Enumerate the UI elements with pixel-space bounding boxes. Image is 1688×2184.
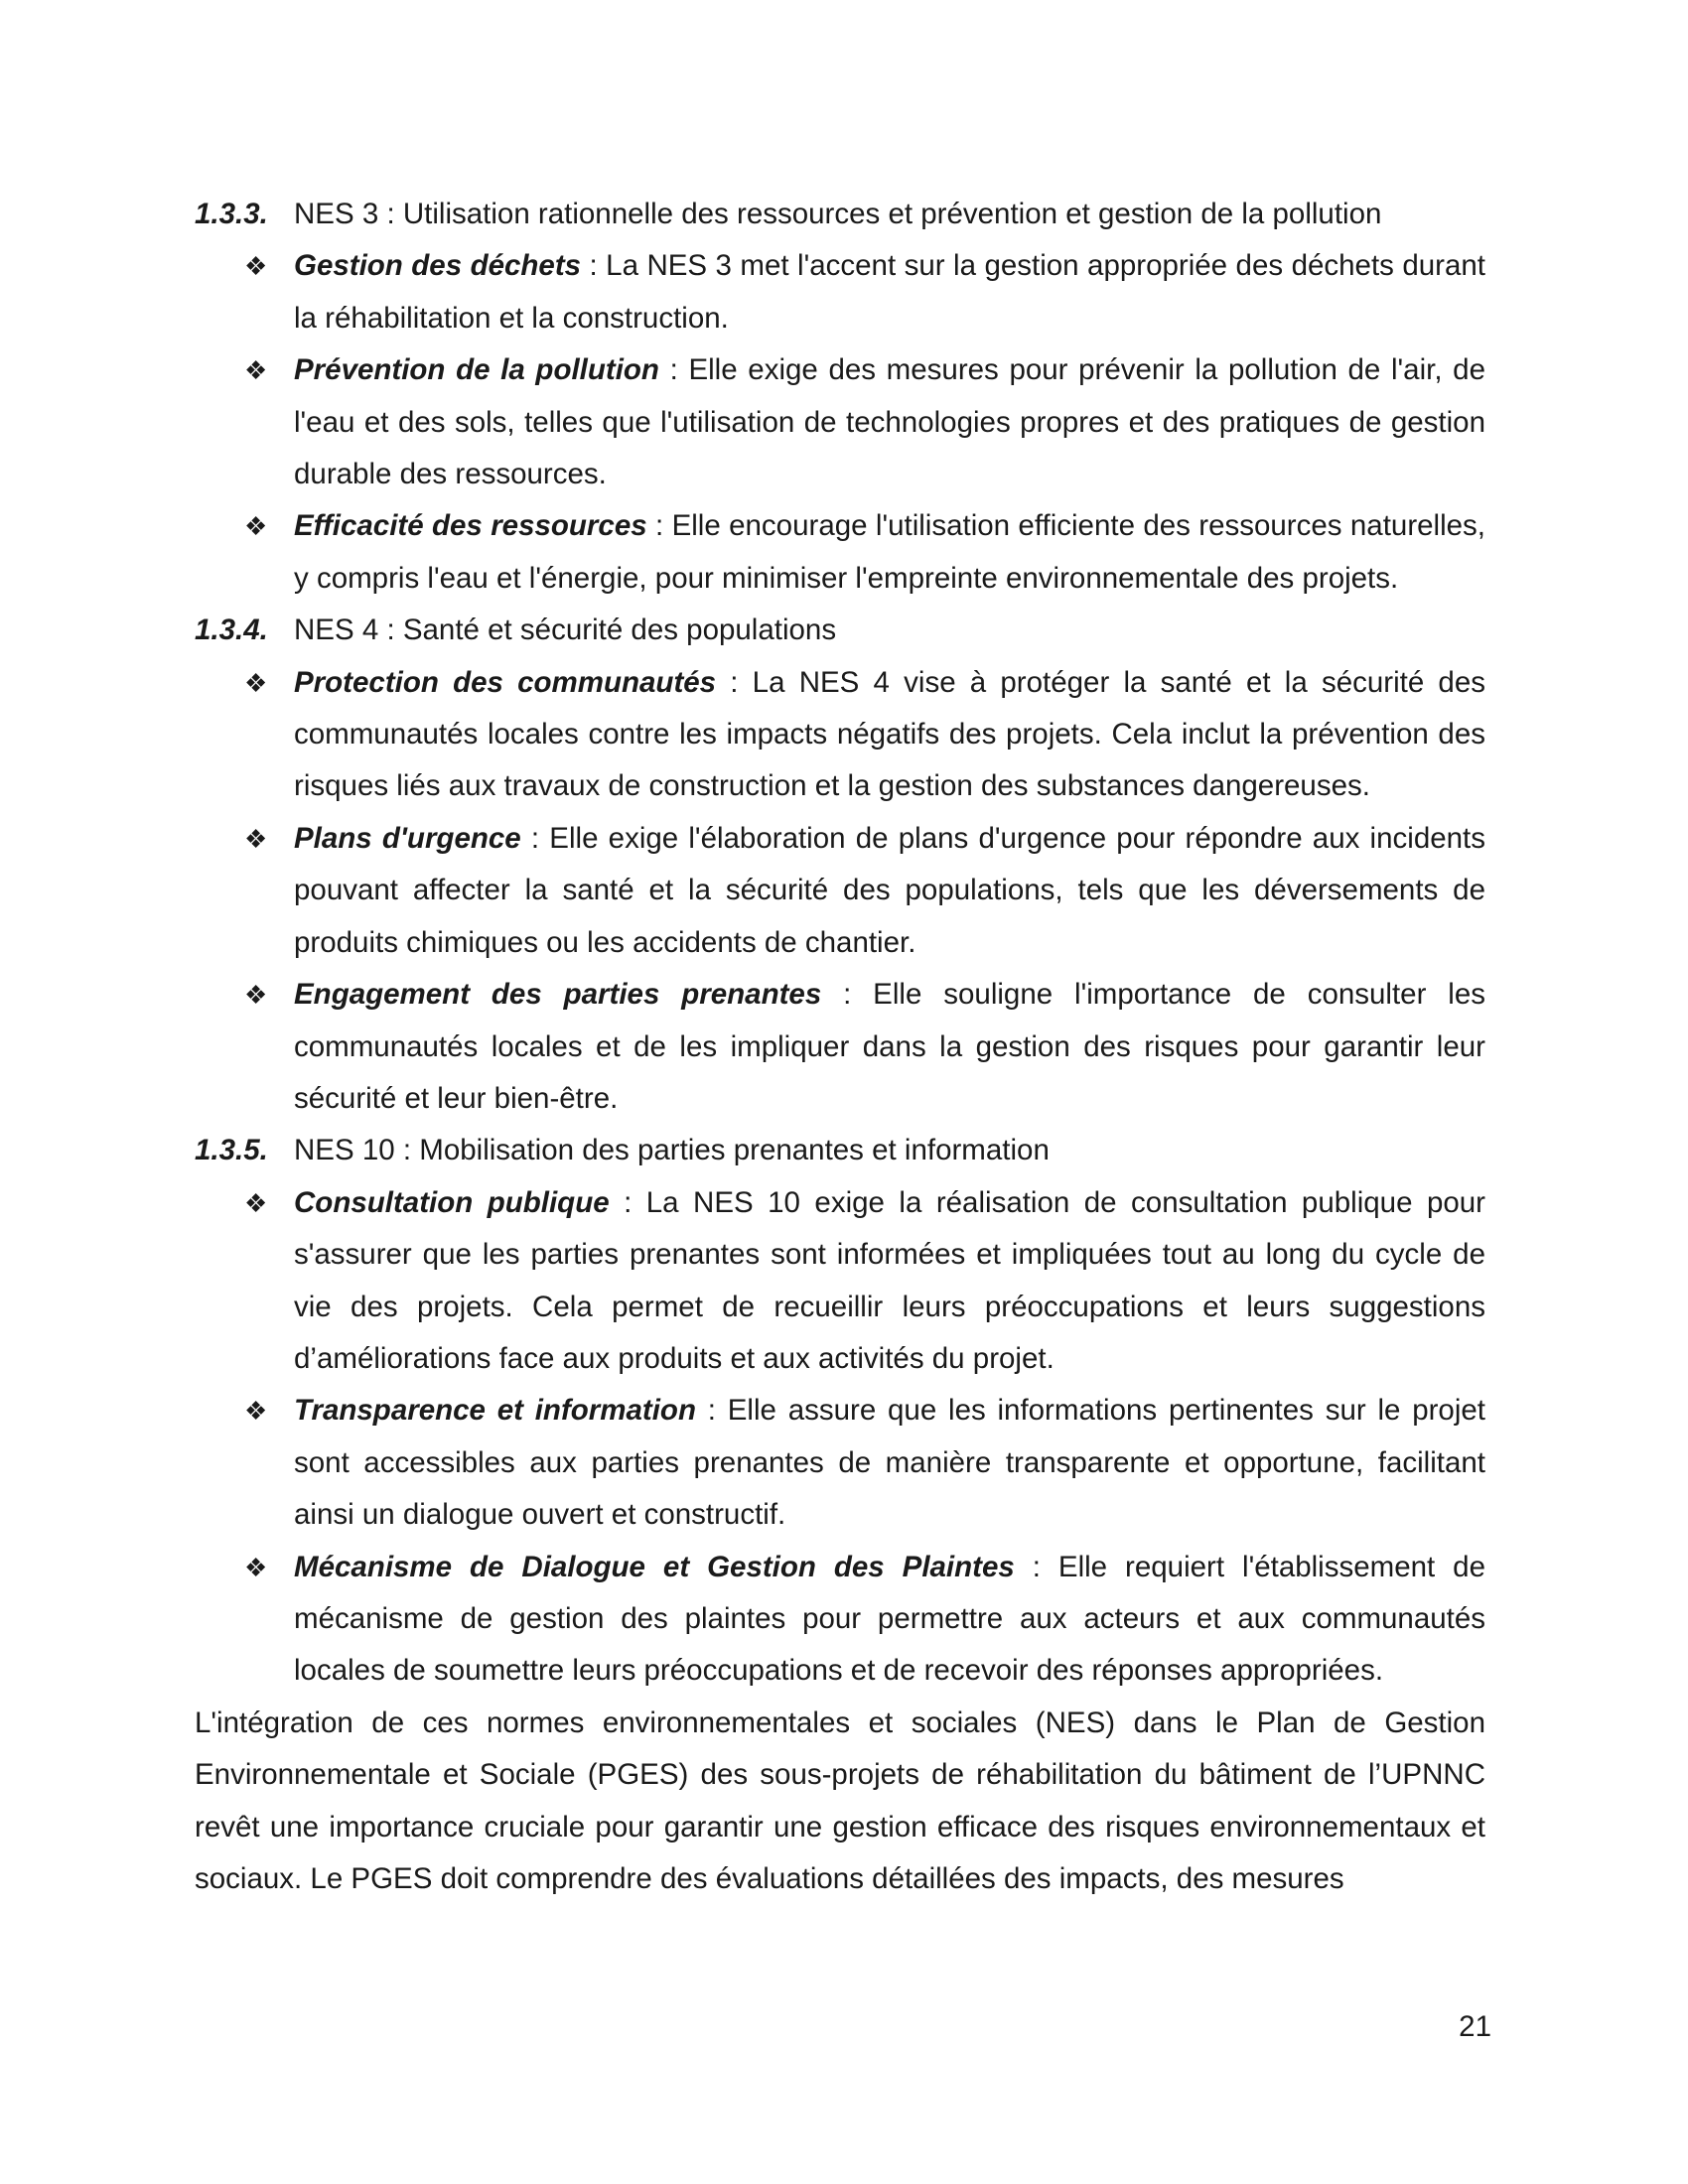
section-heading (195, 1125, 1485, 1176)
section-1-3-5 (195, 1125, 1485, 1697)
bullet-lead: Engagement des parties prenantes (294, 978, 822, 1012)
section-title: NES 4 : Santé et sécurité des populations (294, 614, 837, 647)
bullet-text (294, 1542, 1485, 1698)
diamond-bullet-icon: ❖ (244, 823, 268, 854)
bullet-body: : Elle encourage l'utilisation efficiente des ressources naturelles, y compris l'eau et l'énergie, pour minimiser l'empreinte environnementale des projets. (294, 509, 1486, 595)
bullet-text (294, 500, 1485, 605)
diamond-bullet-icon: ❖ (244, 1187, 268, 1218)
bullet-item (195, 813, 1485, 969)
section-title: NES 3 : Utilisation rationnelle des ressources et prévention et gestion de la pollution (294, 198, 1382, 230)
diamond-bullet-icon: ❖ (244, 251, 268, 282)
bullet-item (195, 657, 1485, 813)
bullet-lead: Gestion des déchets (294, 249, 582, 283)
diamond-bullet-icon: ❖ (244, 1552, 268, 1582)
bullet-text (294, 240, 1485, 344)
section-number: 1.3.3. (195, 198, 268, 230)
bullet-item (195, 1177, 1485, 1386)
bullet-item (195, 1385, 1485, 1541)
bullet-body: : Elle exige des mesures pour prévenir la pollution de l'air, de l'eau et des sols, telles que l'utilisation de technologies propres et des pratiques de gestion durable des ressources. (294, 353, 1485, 491)
section-heading (195, 189, 1485, 240)
bullet-body: : La NES 3 met l'accent sur la gestion appropriée des déchets durant la réhabilitation et la construction. (294, 249, 1485, 335)
bullet-body: : La NES 4 vise à protéger la santé et la sécurité des communautés locales contre les impacts négatifs des projets. Cela inclut la prévention des risques liés aux travaux de construction et la gestion des substances dangereuses. (294, 665, 1485, 803)
section-number: 1.3.5. (195, 1134, 268, 1167)
bullet-lead: Plans d'urgence (294, 821, 521, 855)
diamond-bullet-icon: ❖ (244, 1396, 268, 1427)
bullet-body: : Elle exige l'élaboration de plans d'urgence pour répondre aux incidents pouvant affecter la santé et la sécurité des populations, tels que les déversements de produits chimiques ou les accidents de chantier. (294, 821, 1485, 959)
bullet-lead: Consultation publique (294, 1185, 610, 1219)
diamond-bullet-icon: ❖ (244, 355, 268, 386)
bullet-item (195, 500, 1485, 605)
section-number: 1.3.4. (195, 614, 268, 647)
section-title: NES 10 : Mobilisation des parties prenantes et information (294, 1134, 1050, 1167)
bullet-item (195, 1542, 1485, 1698)
bullet-lead: Transparence et information (294, 1394, 696, 1428)
section-heading (195, 605, 1485, 656)
bullet-body: : Elle requiert l'établissement de mécanisme de gestion des plaintes pour permettre aux acteurs et aux communautés locales de soumettre leurs préoccupations et de recevoir des réponses appropriées. (294, 1550, 1485, 1688)
bullet-body: : Elle assure que les informations pertinentes sur le projet sont accessibles aux parties prenantes de manière transparente et opportune, facilitant ainsi un dialogue ouvert et constructif. (294, 1394, 1485, 1532)
bullet-body: : La NES 10 exige la réalisation de consultation publique pour s'assurer que les parties prenantes sont informées et impliquées tout au long du cycle de vie des projets. Cela permet de recueillir leurs préoccupations et leurs suggestions d’améliorations face aux produits et aux activités du projet. (294, 1185, 1485, 1375)
diamond-bullet-icon: ❖ (244, 667, 268, 698)
bullet-lead: Efficacité des ressources (294, 509, 647, 543)
bullet-body: : Elle souligne l'importance de consulter les communautés locales et de les impliquer dans la gestion des risques pour garantir leur sécurité et leur bien-être. (294, 978, 1485, 1115)
diamond-bullet-icon: ❖ (244, 511, 268, 542)
bullet-lead: Protection des communautés (294, 665, 717, 699)
bullet-lead: Prévention de la pollution (294, 353, 659, 387)
bullet-text (294, 657, 1485, 813)
bullet-item (195, 240, 1485, 344)
bullet-item (195, 969, 1485, 1125)
bullet-lead: Mécanisme de Dialogue et Gestion des Plaintes (294, 1550, 1015, 1583)
bullet-text (294, 1385, 1485, 1541)
bullet-text (294, 969, 1485, 1125)
closing-paragraph: L'intégration de ces normes environnementales et sociales (NES) dans le Plan de Gestion Environnementale et Sociale (PGES) des sous-projets de réhabilitation du bâtiment de l’UPNNC revêt une importance cruciale pour garantir une gestion efficace des risques environnementaux et sociaux. Le PGES doit comprendre des évaluations détaillées des impacts, des mesures (195, 1706, 1485, 1895)
page-number: 21 (1459, 2010, 1491, 2043)
section-1-3-3 (195, 189, 1485, 605)
diamond-bullet-icon: ❖ (244, 980, 268, 1011)
bullet-text (294, 1177, 1485, 1386)
bullet-item (195, 344, 1485, 500)
section-1-3-4 (195, 605, 1485, 1125)
page-body (195, 189, 1485, 1905)
bullet-text (294, 813, 1485, 969)
bullet-text (294, 344, 1485, 500)
